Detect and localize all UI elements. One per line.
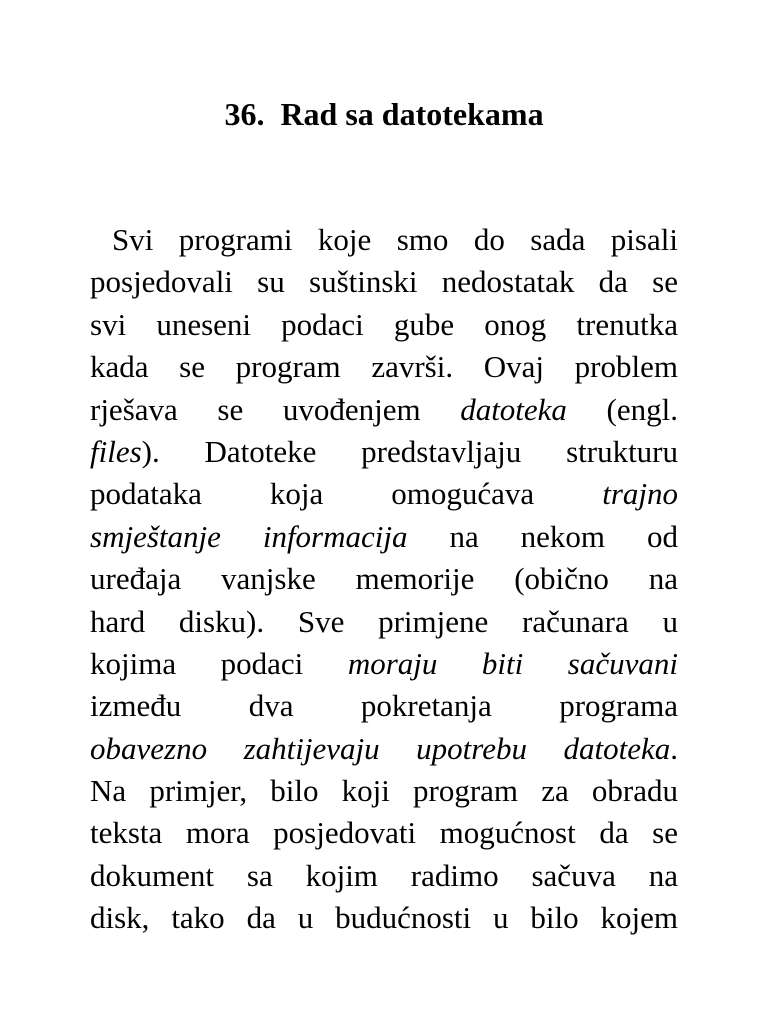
text: tako [171,900,225,936]
text: memorije [355,561,475,597]
text: bilo [270,773,319,809]
text: nekom [520,518,606,554]
text: Svi [112,222,154,257]
word [309,261,418,303]
text: onog [484,306,547,342]
word [559,685,678,727]
text: kojim [305,857,378,893]
word [474,219,505,261]
word [90,431,160,473]
word [217,389,243,431]
text: program [413,773,519,809]
text: podaci [220,645,304,681]
text-line [90,389,678,431]
text-line [90,685,678,727]
text: Na [90,773,127,809]
word [566,431,678,473]
text: budućnosti [335,900,472,936]
word [221,643,304,685]
word [90,897,149,939]
text: nedostatak [441,264,575,300]
text: trenutka [576,306,678,342]
text: hard [90,603,146,639]
word [270,770,318,812]
text: gube [393,306,455,342]
word [449,516,478,558]
text: na [449,518,479,554]
text: dva [248,688,294,724]
italic-text: biti [481,645,524,681]
word [391,473,534,515]
word [413,770,518,812]
word [90,473,202,515]
word [356,558,475,600]
word [397,219,449,261]
text: rješava [90,391,178,427]
text: koja [269,476,324,512]
text: ). [141,433,160,469]
word [90,728,207,770]
word [149,770,247,812]
text: pisali [610,222,678,257]
word [649,855,678,897]
text: da [598,264,628,300]
word [482,643,523,685]
text: uneseni [156,306,252,342]
word [90,389,178,431]
text: posjedovali [90,264,233,300]
italic-text: informacija [262,518,408,554]
word [602,473,678,515]
text: bilo [530,900,579,936]
word [361,431,521,473]
word [342,770,390,812]
text: primjer, [149,773,248,809]
italic-text: sačuvani [567,645,678,681]
word [652,261,678,303]
text: uređaja [90,561,182,597]
word [298,897,314,939]
text-line [90,473,678,515]
word [90,346,149,388]
text: programa [559,688,678,724]
word [662,601,678,643]
word [318,219,371,261]
word [442,261,575,303]
word [647,516,678,558]
word [205,431,317,473]
word [416,728,527,770]
word [283,389,421,431]
word [90,601,145,643]
text-line [90,897,678,939]
text-line [90,219,678,261]
text: obradu [591,773,678,809]
word [281,304,364,346]
word [90,516,221,558]
text: (obično [514,561,609,597]
word [335,897,471,939]
word [530,897,578,939]
italic-text: zahtijevaju [243,730,380,766]
word [378,601,488,643]
word [521,516,605,558]
text: predstavljaju [361,433,522,469]
text: Ovaj [483,349,544,385]
word [484,304,546,346]
text: na [648,857,678,893]
text: mogućnost [439,815,576,851]
text-line [90,728,678,770]
word [298,601,345,643]
text: sačuva [531,857,616,893]
text-line [90,558,678,600]
word [171,897,224,939]
text: . [670,730,678,766]
text-line [90,601,678,643]
italic-text: smještanje [90,518,221,554]
word [484,346,544,388]
word [493,897,509,939]
italic-text: files [90,433,142,469]
word [179,346,205,388]
text: posjedovati [273,815,417,851]
word [440,812,576,854]
text-line [90,855,678,897]
word [601,897,679,939]
text: radimo [410,857,499,893]
text: programi [178,222,293,257]
word [599,261,628,303]
word [263,516,408,558]
italic-text: upotrebu [416,730,527,766]
word [90,304,126,346]
text: Sve [297,603,345,639]
word [592,770,678,812]
word [156,304,251,346]
italic-text: datoteka [563,730,671,766]
text: su [257,264,285,300]
text: uvođenjem [282,391,421,427]
text-line [90,304,678,346]
text: vanjske [221,561,316,597]
text: se [179,349,205,385]
text: računara [522,603,629,639]
word [361,685,492,727]
text: kojima [90,645,177,681]
word [257,261,285,303]
word [541,770,569,812]
word [575,346,678,388]
word [460,389,567,431]
text: suštinski [309,264,418,300]
word [607,389,678,431]
word [273,812,416,854]
chapter-heading: 36. Rad sa datotekama [224,96,544,132]
text: dokument [90,857,214,893]
text-line [90,643,678,685]
word [236,346,341,388]
text: smo [396,222,449,257]
text: od [647,518,678,554]
text: koji [341,773,390,809]
text: omogućava [391,476,535,512]
word [531,855,615,897]
word [652,812,678,854]
word [90,685,181,727]
text: završi. [371,349,454,385]
text: problem [574,349,678,385]
text: za [541,773,569,809]
text: pokretanja [360,688,492,724]
text: program [235,349,341,385]
text: se [217,391,244,427]
word [244,728,380,770]
word [599,812,628,854]
word [179,601,264,643]
word [530,219,585,261]
word [306,855,378,897]
word [247,855,273,897]
word [411,855,499,897]
word [611,219,678,261]
body-paragraph [90,219,678,940]
text: podataka [90,476,202,512]
text: koje [317,222,372,257]
text: disku). [178,603,265,639]
word [90,643,176,685]
text: podaci [281,306,364,342]
text: primjene [378,603,489,639]
text: kojem [600,900,678,936]
text: u [493,900,509,936]
text: disk, [90,900,150,936]
word [270,473,323,515]
word [221,558,316,600]
word [576,304,678,346]
text: sada [530,222,586,257]
text-line [90,431,678,473]
text: u [297,900,314,936]
italic-text: moraju [347,645,438,681]
word [90,261,233,303]
word [568,643,678,685]
text: sa [246,857,273,893]
text-line [90,812,678,854]
text: u [662,603,678,639]
text: se [652,264,678,300]
word [112,219,153,261]
text: kada [90,349,149,385]
text: na [648,561,678,597]
word [563,728,678,770]
italic-text: obavezno [90,730,208,766]
text: do [473,222,505,257]
text: da [599,815,629,851]
text-line [90,261,678,303]
word [90,812,162,854]
word [90,770,126,812]
text: (engl. [606,391,678,427]
text-line [90,346,678,388]
italic-text: datoteka [460,391,567,427]
word [249,685,294,727]
word [522,601,629,643]
text: teksta [90,815,163,851]
text: mora [185,815,250,851]
text-line [90,770,678,812]
word [186,812,250,854]
text-line [90,516,678,558]
word [371,346,453,388]
text: se [652,815,678,851]
word [90,558,181,600]
text: Datoteke [204,433,317,469]
text: svi [90,306,127,342]
word [348,643,438,685]
text: da [246,900,276,936]
word [649,558,678,600]
word [179,219,293,261]
word [394,304,454,346]
text: između [90,688,182,724]
text: strukturu [566,433,678,469]
word [247,897,276,939]
word [514,558,609,600]
word [90,855,214,897]
italic-text: trajno [602,476,678,512]
